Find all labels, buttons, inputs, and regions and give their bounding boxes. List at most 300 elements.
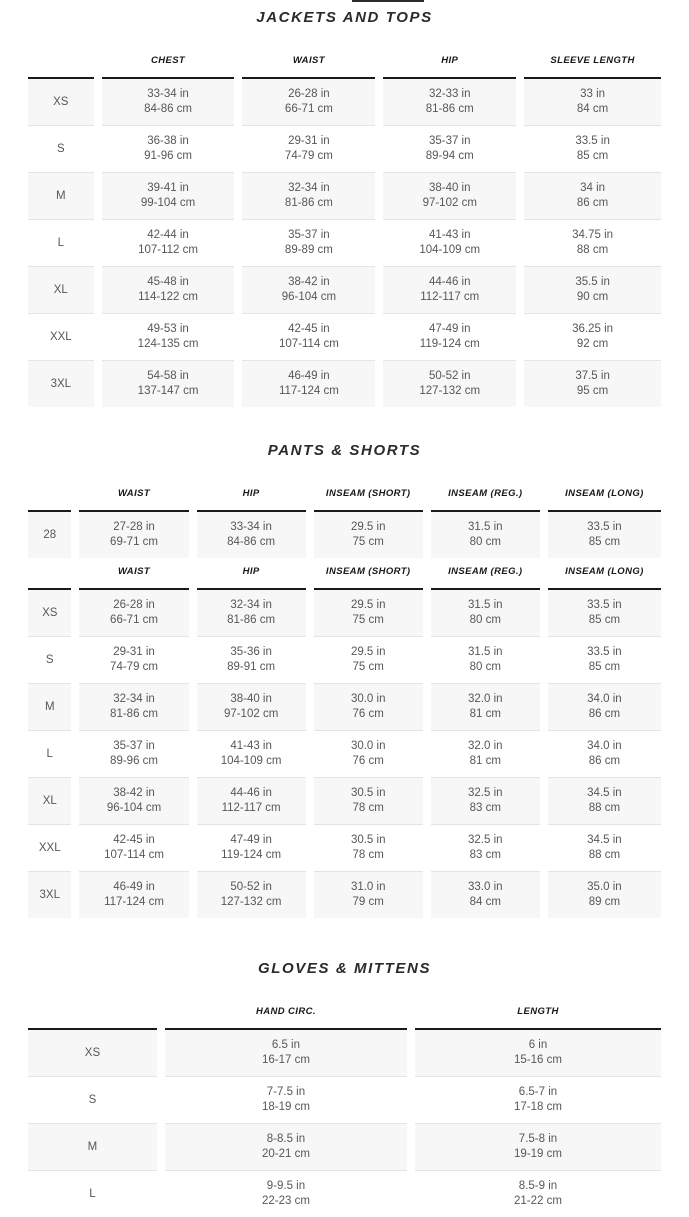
measurement-cm-value: 66-71 cm	[79, 613, 188, 628]
measurement-inches-value: 49-53 in	[102, 322, 235, 337]
measurement-cm-value: 112-117 cm	[383, 290, 516, 305]
measurement-cm-value: 86 cm	[548, 707, 661, 722]
measurement-cell	[98, 361, 239, 408]
measurement-cm-value: 81-86 cm	[197, 613, 306, 628]
measurement-cm-value: 89-89 cm	[242, 243, 375, 258]
measurement-cm-value: 74-79 cm	[242, 149, 375, 164]
measurement-inches-value: 36.25 in	[524, 322, 661, 337]
measurement-cm-value: 85 cm	[548, 613, 661, 628]
size-label: S	[28, 637, 75, 684]
measurement-inches-value: 46-49 in	[242, 369, 375, 384]
measurement-cm-value: 124-135 cm	[102, 337, 235, 352]
section-pants-shorts	[28, 442, 661, 918]
measurement-cm-value: 83 cm	[431, 848, 540, 863]
size-label: XS	[28, 589, 75, 637]
measurement-cell	[411, 1124, 661, 1171]
measurement-cell	[98, 78, 239, 126]
measurement-cm-value: 21-22 cm	[415, 1194, 661, 1209]
measurement-inches-value: 42-45 in	[242, 322, 375, 337]
size-table	[28, 558, 661, 918]
measurement-cell	[161, 1029, 411, 1077]
measurement-cell	[75, 589, 192, 637]
table-row	[28, 731, 661, 778]
measurement-cm-value: 85 cm	[548, 535, 661, 550]
column-header: INSEAM (SHORT)	[310, 558, 427, 589]
measurement-inches-value: 33-34 in	[197, 520, 306, 535]
measurement-inches-value: 32.0 in	[431, 692, 540, 707]
measurement-cm-value: 107-114 cm	[79, 848, 188, 863]
measurement-inches-value: 33.5 in	[548, 598, 661, 613]
column-header: CHEST	[98, 47, 239, 78]
measurement-cm-value: 76 cm	[314, 754, 423, 769]
measurement-cm-value: 96-104 cm	[242, 290, 375, 305]
measurement-inches-value: 30.0 in	[314, 739, 423, 754]
measurement-cell	[238, 314, 379, 361]
measurement-cm-value: 89-94 cm	[383, 149, 516, 164]
measurement-inches-value: 33.5 in	[548, 520, 661, 535]
measurement-cell	[427, 511, 544, 558]
measurement-cm-value: 19-19 cm	[415, 1147, 661, 1162]
measurement-cm-value: 112-117 cm	[197, 801, 306, 816]
measurement-cell	[544, 637, 661, 684]
section-gloves-mittens	[28, 960, 661, 1217]
measurement-cell	[238, 220, 379, 267]
size-label: 3XL	[28, 361, 98, 408]
measurement-cell	[544, 825, 661, 872]
measurement-cm-value: 99-104 cm	[102, 196, 235, 211]
measurement-inches-value: 35.0 in	[548, 880, 661, 895]
size-label: M	[28, 173, 98, 220]
measurement-inches-value: 7-7.5 in	[165, 1085, 407, 1100]
measurement-cm-value: 85 cm	[548, 660, 661, 675]
measurement-cm-value: 79 cm	[314, 895, 423, 910]
measurement-cell	[98, 314, 239, 361]
measurement-cell	[193, 589, 310, 637]
column-header: INSEAM (LONG)	[544, 480, 661, 511]
section-title: JACKETS AND TOPS	[28, 9, 661, 26]
size-column-header	[28, 998, 161, 1029]
measurement-cell	[379, 314, 520, 361]
measurement-cm-value: 81 cm	[431, 707, 540, 722]
measurement-inches-value: 34.5 in	[548, 786, 661, 801]
measurement-inches-value: 44-46 in	[197, 786, 306, 801]
measurement-cell	[520, 78, 661, 126]
measurement-cell	[379, 78, 520, 126]
measurement-inches-value: 35.5 in	[524, 275, 661, 290]
table-header-row	[28, 47, 661, 78]
measurement-inches-value: 36-38 in	[102, 134, 235, 149]
measurement-inches-value: 31.5 in	[431, 520, 540, 535]
measurement-cm-value: 81-86 cm	[383, 102, 516, 117]
column-header: INSEAM (SHORT)	[310, 480, 427, 511]
table-row	[28, 361, 661, 408]
measurement-inches-value: 38-42 in	[79, 786, 188, 801]
measurement-cm-value: 17-18 cm	[415, 1100, 661, 1115]
measurement-cell	[411, 1171, 661, 1217]
measurement-cm-value: 81-86 cm	[242, 196, 375, 211]
size-label: XS	[28, 1029, 161, 1077]
measurement-cell	[98, 267, 239, 314]
clipped-element-top	[352, 0, 424, 2]
measurement-inches-value: 42-44 in	[102, 228, 235, 243]
size-label: XS	[28, 78, 98, 126]
column-header: WAIST	[238, 47, 379, 78]
measurement-cell	[379, 126, 520, 173]
measurement-inches-value: 32-34 in	[79, 692, 188, 707]
measurement-cell	[310, 589, 427, 637]
measurement-cm-value: 81-86 cm	[79, 707, 188, 722]
size-label: XXL	[28, 825, 75, 872]
measurement-cm-value: 89-91 cm	[197, 660, 306, 675]
size-label: M	[28, 1124, 161, 1171]
measurement-cell	[427, 731, 544, 778]
measurement-inches-value: 33 in	[524, 87, 661, 102]
measurement-cell	[75, 731, 192, 778]
measurement-cm-value: 104-109 cm	[383, 243, 516, 258]
measurement-inches-value: 42-45 in	[79, 833, 188, 848]
table-row	[28, 314, 661, 361]
measurement-inches-value: 33.0 in	[431, 880, 540, 895]
measurement-cell	[161, 1124, 411, 1171]
measurement-cm-value: 96-104 cm	[79, 801, 188, 816]
measurement-cell	[544, 731, 661, 778]
measurement-inches-value: 38-40 in	[383, 181, 516, 196]
measurement-cm-value: 104-109 cm	[197, 754, 306, 769]
table-row	[28, 126, 661, 173]
measurement-cm-value: 89 cm	[548, 895, 661, 910]
measurement-cell	[238, 78, 379, 126]
measurement-inches-value: 30.0 in	[314, 692, 423, 707]
measurement-cm-value: 66-71 cm	[242, 102, 375, 117]
measurement-cm-value: 75 cm	[314, 660, 423, 675]
measurement-inches-value: 34.0 in	[548, 739, 661, 754]
measurement-cm-value: 107-114 cm	[242, 337, 375, 352]
measurement-cm-value: 69-71 cm	[79, 535, 188, 550]
measurement-cm-value: 84 cm	[431, 895, 540, 910]
measurement-cell	[75, 778, 192, 825]
column-header: HIP	[193, 480, 310, 511]
table-row	[28, 1171, 661, 1217]
measurement-cell	[75, 825, 192, 872]
measurement-inches-value: 8.5-9 in	[415, 1179, 661, 1194]
measurement-inches-value: 47-49 in	[197, 833, 306, 848]
measurement-cell	[520, 126, 661, 173]
table-row	[28, 1124, 661, 1171]
table-row	[28, 511, 661, 558]
table-row	[28, 684, 661, 731]
measurement-inches-value: 31.5 in	[431, 598, 540, 613]
table-row	[28, 778, 661, 825]
table-row	[28, 589, 661, 637]
measurement-inches-value: 7.5-8 in	[415, 1132, 661, 1147]
size-label: XXL	[28, 314, 98, 361]
measurement-inches-value: 32.5 in	[431, 786, 540, 801]
measurement-inches-value: 32.0 in	[431, 739, 540, 754]
measurement-cell	[520, 173, 661, 220]
measurement-cell	[310, 637, 427, 684]
measurement-cell	[310, 872, 427, 919]
column-header: LENGTH	[411, 998, 661, 1029]
measurement-inches-value: 39-41 in	[102, 181, 235, 196]
measurement-cm-value: 127-132 cm	[383, 384, 516, 399]
measurement-cm-value: 75 cm	[314, 613, 423, 628]
measurement-cm-value: 74-79 cm	[79, 660, 188, 675]
measurement-cell	[75, 872, 192, 919]
measurement-inches-value: 50-52 in	[197, 880, 306, 895]
column-header: HIP	[193, 558, 310, 589]
measurement-inches-value: 29.5 in	[314, 645, 423, 660]
measurement-inches-value: 6.5-7 in	[415, 1085, 661, 1100]
table-row	[28, 825, 661, 872]
measurement-cell	[310, 778, 427, 825]
measurement-inches-value: 31.0 in	[314, 880, 423, 895]
measurement-inches-value: 34.5 in	[548, 833, 661, 848]
measurement-inches-value: 34.0 in	[548, 692, 661, 707]
measurement-cell	[98, 173, 239, 220]
measurement-inches-value: 29.5 in	[314, 598, 423, 613]
measurement-cell	[427, 637, 544, 684]
measurement-cm-value: 88 cm	[524, 243, 661, 258]
measurement-cell	[379, 220, 520, 267]
table-header-row	[28, 998, 661, 1029]
measurement-cell	[427, 778, 544, 825]
measurement-inches-value: 35-37 in	[383, 134, 516, 149]
measurement-inches-value: 37.5 in	[524, 369, 661, 384]
size-label: L	[28, 731, 75, 778]
measurement-cell	[411, 1077, 661, 1124]
measurement-inches-value: 32-34 in	[197, 598, 306, 613]
measurement-cell	[98, 220, 239, 267]
measurement-cell	[193, 731, 310, 778]
measurement-cell	[520, 267, 661, 314]
table-row	[28, 220, 661, 267]
measurement-cm-value: 15-16 cm	[415, 1053, 661, 1068]
measurement-inches-value: 30.5 in	[314, 833, 423, 848]
measurement-inches-value: 26-28 in	[242, 87, 375, 102]
size-table	[28, 998, 661, 1217]
table-row	[28, 637, 661, 684]
measurement-cell	[427, 872, 544, 919]
measurement-cell	[427, 684, 544, 731]
column-header: WAIST	[75, 480, 192, 511]
measurement-cm-value: 91-96 cm	[102, 149, 235, 164]
measurement-cm-value: 117-124 cm	[79, 895, 188, 910]
measurement-cell	[193, 872, 310, 919]
measurement-cm-value: 20-21 cm	[165, 1147, 407, 1162]
measurement-inches-value: 6.5 in	[165, 1038, 407, 1053]
column-header: WAIST	[75, 558, 192, 589]
measurement-cm-value: 89-96 cm	[79, 754, 188, 769]
measurement-cell	[544, 684, 661, 731]
table-header-row	[28, 480, 661, 511]
measurement-cm-value: 119-124 cm	[383, 337, 516, 352]
measurement-cm-value: 75 cm	[314, 535, 423, 550]
measurement-cm-value: 137-147 cm	[102, 384, 235, 399]
table-row	[28, 173, 661, 220]
column-header: INSEAM (LONG)	[544, 558, 661, 589]
measurement-cm-value: 95 cm	[524, 384, 661, 399]
size-label: L	[28, 1171, 161, 1217]
measurement-inches-value: 35-36 in	[197, 645, 306, 660]
column-header: INSEAM (REG.)	[427, 480, 544, 511]
measurement-cell	[193, 825, 310, 872]
column-header: INSEAM (REG.)	[427, 558, 544, 589]
measurement-cm-value: 107-112 cm	[102, 243, 235, 258]
measurement-inches-value: 54-58 in	[102, 369, 235, 384]
measurement-cm-value: 80 cm	[431, 613, 540, 628]
size-column-header	[28, 558, 75, 589]
measurement-cell	[161, 1171, 411, 1217]
measurement-cm-value: 119-124 cm	[197, 848, 306, 863]
table-row	[28, 1077, 661, 1124]
size-column-header	[28, 480, 75, 511]
measurement-cell	[544, 872, 661, 919]
size-label: 3XL	[28, 872, 75, 919]
measurement-inches-value: 8-8.5 in	[165, 1132, 407, 1147]
measurement-cell	[238, 173, 379, 220]
size-label: 28	[28, 511, 75, 558]
measurement-cell	[193, 684, 310, 731]
measurement-cm-value: 127-132 cm	[197, 895, 306, 910]
measurement-cell	[544, 511, 661, 558]
measurement-cell	[238, 126, 379, 173]
size-label: S	[28, 126, 98, 173]
column-header: HAND CIRC.	[161, 998, 411, 1029]
measurement-cell	[544, 778, 661, 825]
size-label: M	[28, 684, 75, 731]
measurement-cm-value: 78 cm	[314, 848, 423, 863]
column-header: HIP	[379, 47, 520, 78]
measurement-cm-value: 90 cm	[524, 290, 661, 305]
measurement-cm-value: 76 cm	[314, 707, 423, 722]
measurement-cell	[379, 361, 520, 408]
measurement-cm-value: 22-23 cm	[165, 1194, 407, 1209]
measurement-cell	[411, 1029, 661, 1077]
measurement-cm-value: 117-124 cm	[242, 384, 375, 399]
size-label: XL	[28, 267, 98, 314]
measurement-cm-value: 88 cm	[548, 848, 661, 863]
measurement-cm-value: 84-86 cm	[197, 535, 306, 550]
section-title: PANTS & SHORTS	[28, 442, 661, 459]
measurement-cell	[238, 267, 379, 314]
section-title: GLOVES & MITTENS	[28, 960, 661, 977]
measurement-inches-value: 38-40 in	[197, 692, 306, 707]
size-label: S	[28, 1077, 161, 1124]
measurement-inches-value: 34.75 in	[524, 228, 661, 243]
measurement-inches-value: 33.5 in	[548, 645, 661, 660]
measurement-inches-value: 33-34 in	[102, 87, 235, 102]
measurement-cell	[310, 731, 427, 778]
measurement-cell	[310, 511, 427, 558]
size-label: XL	[28, 778, 75, 825]
measurement-inches-value: 32-34 in	[242, 181, 375, 196]
section-jackets-and-tops	[28, 9, 661, 407]
table-row	[28, 1029, 661, 1077]
measurement-cm-value: 83 cm	[431, 801, 540, 816]
size-column-header	[28, 47, 98, 78]
measurement-cell	[379, 267, 520, 314]
measurement-cm-value: 18-19 cm	[165, 1100, 407, 1115]
measurement-cm-value: 88 cm	[548, 801, 661, 816]
measurement-inches-value: 41-43 in	[197, 739, 306, 754]
measurement-cm-value: 97-102 cm	[383, 196, 516, 211]
measurement-cm-value: 81 cm	[431, 754, 540, 769]
measurement-cell	[75, 684, 192, 731]
measurement-cell	[75, 511, 192, 558]
measurement-cell	[193, 637, 310, 684]
measurement-inches-value: 46-49 in	[79, 880, 188, 895]
measurement-cell	[379, 173, 520, 220]
measurement-cm-value: 84 cm	[524, 102, 661, 117]
measurement-cm-value: 80 cm	[431, 660, 540, 675]
measurement-cell	[310, 825, 427, 872]
measurement-inches-value: 31.5 in	[431, 645, 540, 660]
measurement-cell	[544, 589, 661, 637]
measurement-cm-value: 78 cm	[314, 801, 423, 816]
measurement-cm-value: 92 cm	[524, 337, 661, 352]
size-table	[28, 480, 661, 558]
measurement-inches-value: 9-9.5 in	[165, 1179, 407, 1194]
measurement-inches-value: 50-52 in	[383, 369, 516, 384]
measurement-cell	[520, 361, 661, 408]
table-row	[28, 872, 661, 919]
measurement-inches-value: 44-46 in	[383, 275, 516, 290]
measurement-inches-value: 32-33 in	[383, 87, 516, 102]
measurement-cm-value: 97-102 cm	[197, 707, 306, 722]
measurement-cell	[520, 220, 661, 267]
measurement-cm-value: 86 cm	[524, 196, 661, 211]
measurement-cm-value: 114-122 cm	[102, 290, 235, 305]
measurement-cm-value: 86 cm	[548, 754, 661, 769]
measurement-inches-value: 29-31 in	[79, 645, 188, 660]
measurement-inches-value: 33.5 in	[524, 134, 661, 149]
measurement-cell	[520, 314, 661, 361]
measurement-cell	[161, 1077, 411, 1124]
measurement-cell	[193, 778, 310, 825]
measurement-cm-value: 80 cm	[431, 535, 540, 550]
size-table	[28, 47, 661, 407]
measurement-cell	[427, 589, 544, 637]
measurement-inches-value: 29.5 in	[314, 520, 423, 535]
measurement-inches-value: 29-31 in	[242, 134, 375, 149]
measurement-cell	[98, 126, 239, 173]
measurement-inches-value: 45-48 in	[102, 275, 235, 290]
measurement-inches-value: 41-43 in	[383, 228, 516, 243]
size-label: L	[28, 220, 98, 267]
measurement-cm-value: 16-17 cm	[165, 1053, 407, 1068]
measurement-cm-value: 85 cm	[524, 149, 661, 164]
measurement-inches-value: 27-28 in	[79, 520, 188, 535]
measurement-inches-value: 6 in	[415, 1038, 661, 1053]
measurement-inches-value: 35-37 in	[79, 739, 188, 754]
measurement-cell	[75, 637, 192, 684]
measurement-inches-value: 35-37 in	[242, 228, 375, 243]
measurement-cell	[193, 511, 310, 558]
measurement-inches-value: 34 in	[524, 181, 661, 196]
measurement-inches-value: 47-49 in	[383, 322, 516, 337]
measurement-inches-value: 38-42 in	[242, 275, 375, 290]
measurement-cell	[238, 361, 379, 408]
measurement-cm-value: 84-86 cm	[102, 102, 235, 117]
measurement-cell	[427, 825, 544, 872]
column-header: SLEEVE LENGTH	[520, 47, 661, 78]
measurement-cell	[310, 684, 427, 731]
measurement-inches-value: 26-28 in	[79, 598, 188, 613]
table-row	[28, 267, 661, 314]
table-header-row	[28, 558, 661, 589]
table-row	[28, 78, 661, 126]
measurement-inches-value: 30.5 in	[314, 786, 423, 801]
